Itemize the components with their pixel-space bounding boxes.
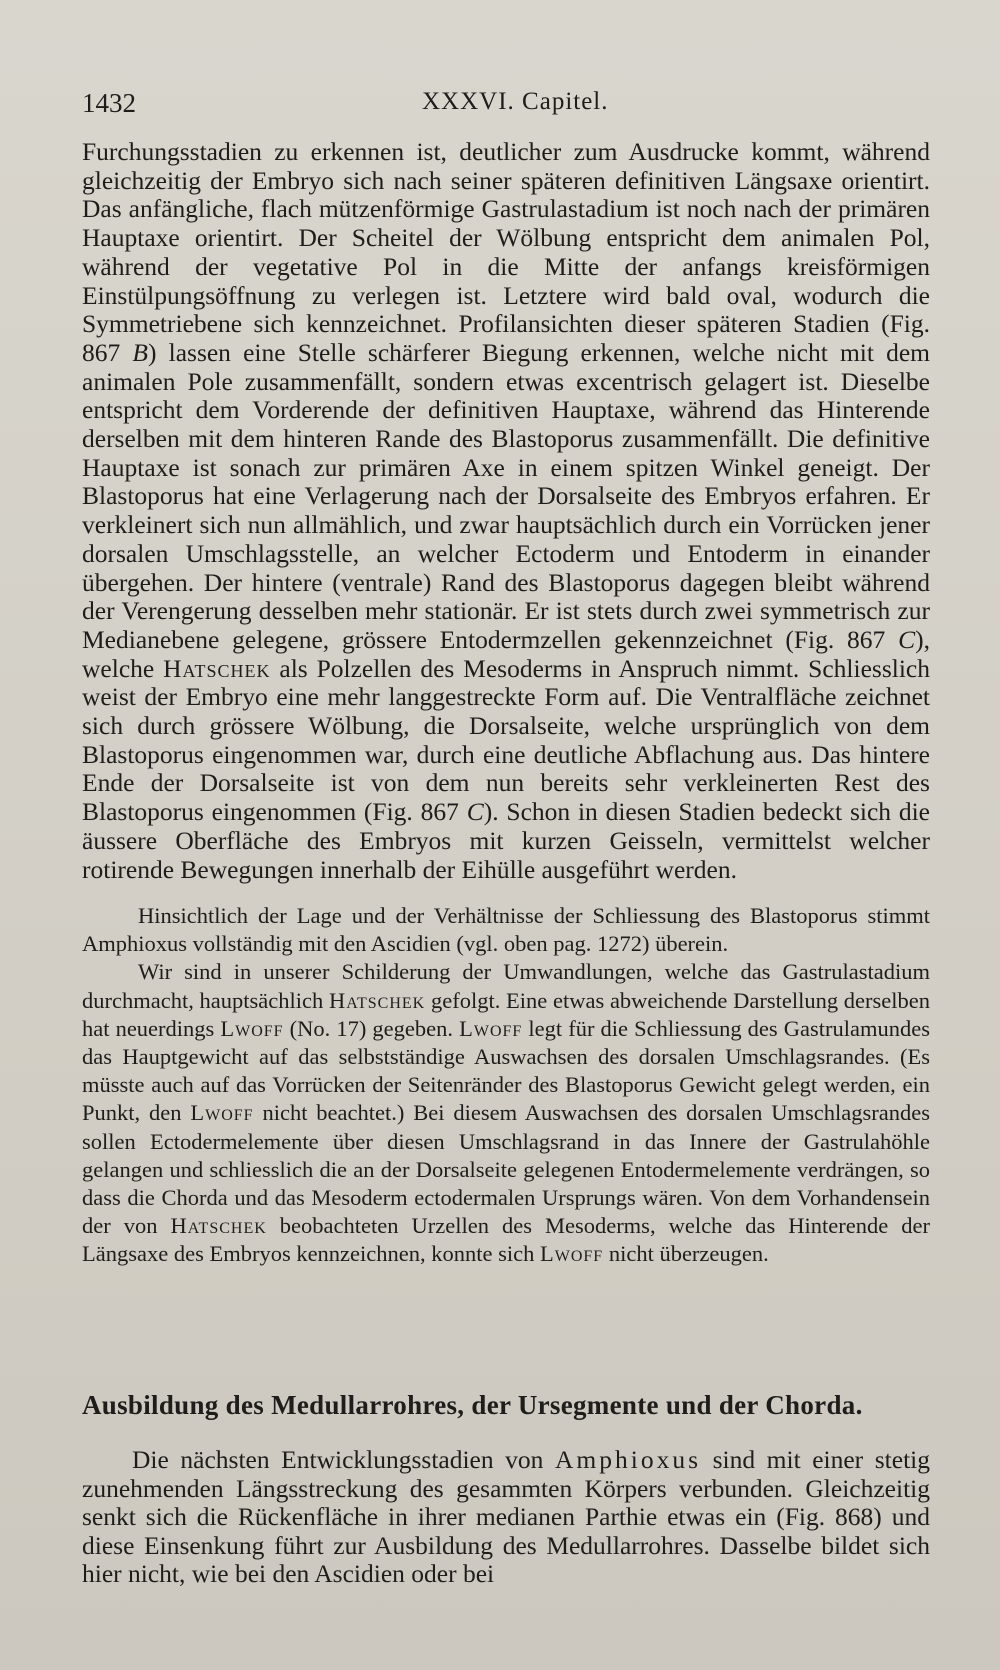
paragraph-3-text-b: gefolgt. Eine etwas abweichende Darstellung derselben hat neuerdings (82, 987, 930, 1041)
paragraph-1-text-a: Furchungsstadien zu erkennen ist, deutlicher zum Ausdrucke kommt, während gleichzeitig der Embryo sich nach seiner späteren definitiven Längsaxe orientirt. Das anfängliche, flach mützenförmige Gastrulastadium ist noch nach der primären Hauptaxe orientirt. Der Scheitel der Wölbung entspricht dem animalen Pol, während der vegetative Pol in die Mitte der anfangs kreisförmigen Einstülpungsöffnung zu verlegen ist. Letztere wird bald oval, wodurch die Symmetriebene sich kennzeichnet. Profilansichten dieser späteren Stadien (Fig. 867 (82, 137, 930, 367)
figure-ref-c: C (466, 797, 484, 827)
author-name: Lwoff (540, 1241, 604, 1267)
paragraph-2: Hinsichtlich der Lage und der Verhältnisse der Schliessung des Blastoporus stimmt Amphioxus vollständig mit den Ascidien (vgl. oben pag. 1272) überein. (82, 903, 930, 957)
author-name: Hatschek (170, 1213, 267, 1239)
paragraph-3-text-e: nicht beachtet.) Bei diesem Auswachsen des dorsalen Umschlagsrandes sollen Ectodermelemente über diesen Umschlagsrand in das Innere der Gastrulahöhle gelangen und schliesslich die an der Dorsalseite gelegenen Entodermelemente verdrängen, so dass die Chorda und das Mesoderm ectodermalen Ursprungs wären. Von dem Vorhandensein der von (82, 1100, 930, 1239)
figure-ref-c: C (898, 624, 916, 654)
section-heading: Ausbildung des Medullarrohres, der Ursegmente und der Chorda. (82, 1390, 863, 1420)
paragraph-4 (82, 1446, 930, 1589)
paragraph-3-text-a: Wir sind in unserer Schilderung der Umwandlungen, welche das Gastrulastadium durchmacht, hauptsächlich (82, 959, 930, 1013)
paragraph-3-text-d: legt für die Schliessung des Gastrulamundes das Hauptgewicht auf das selbstständige Auswachsen des dorsalen Umschlagsrandes. (Es müsste auch auf das Vorrücken der Seitenränder des Blastoporus Gewicht gelegt werden, ein Punkt, den (82, 1015, 930, 1126)
paragraph-1-text-d: als Polzellen des Mesoderms in Anspruch nimmt. Schliesslich weist der Embryo eine mehr langgestreckte Form auf. Die Ventralfläche zeichnet sich durch grössere Wölbung, die Dorsalseite, welche ursprünglich von dem Blastoporus eingenommen war, durch eine deutliche Abflachung aus. Das hintere Ende der Dorsalseite ist von dem nun bereits sehr verkleinerten Rest des Blastoporus eingenommen (Fig. 867 (82, 653, 930, 827)
author-name: Lwoff (190, 1100, 254, 1126)
author-name: Hatschek (163, 653, 271, 683)
paragraph-3-text-f: beobachteten Urzellen des Mesoderms, welche das Hinterende der Längsaxe des Embryos kennzeichnen, konnte sich (82, 1213, 930, 1267)
paragraph-4-text-b: sind mit einer stetig zunehmenden Längsstreckung des gesammten Körpers verbunden. Gleichzeitig senkt sich die Rückenfläche in ihrer medianen Parthie etwas ein (Fig. 868) und diese Einsenkung führt zur Ausbildung des Medullarrohres. Dasselbe bildet sich hier nicht, wie bei den Ascidien oder bei (82, 1445, 930, 1588)
paragraph-4-text-a: Die nächsten Entwicklungsstadien von (132, 1445, 555, 1474)
figure-ref-b: B (132, 337, 148, 367)
paragraph-3 (82, 958, 930, 1268)
small-print-block (82, 902, 930, 1269)
genus-name: Amphioxus (555, 1445, 702, 1474)
paragraph-1-text-e: ). Schon in diesen Stadien bedeckt sich die äussere Oberfläche des Embryos mit kurzen Geisseln, vermittelst welcher rotirende Bewegungen innerhalb der Eihülle ausgeführt werden. (82, 797, 930, 884)
author-name: Lwoff (459, 1015, 523, 1041)
running-title: XXXVI. Capitel. (422, 88, 609, 115)
paragraph-1 (82, 138, 930, 884)
page-header (82, 88, 930, 128)
main-paragraph (82, 138, 930, 884)
page-number: 1432 (82, 88, 136, 118)
paragraph-1-text-c: ), welche (82, 624, 930, 683)
paragraph-3-text-c: (No. 17) gegeben. (283, 1015, 460, 1041)
author-name: Lwoff (220, 1015, 284, 1041)
author-name: Hatschek (328, 987, 426, 1013)
paragraph-3-text-g: nicht überzeugen. (603, 1241, 769, 1267)
paragraph-1-text-b: ) lassen eine Stelle schärferer Biegung erkennen, welche nicht mit dem animalen Pole zusammenfällt, sondern etwas excentrisch gelagert ist. Dieselbe entspricht dem Vorderende der definitiven Hauptaxe, während das Hinterende derselben mit dem hinteren Rande des Blastoporus zusammenfällt. Die definitive Hauptaxe ist sonach zur primären Axe in einem spitzen Winkel geneigt. Der Blastoporus hat eine Verlagerung nach der Dorsalseite des Embryos erfahren. Er verkleinert sich nun allmählich, und zwar hauptsächlich durch ein Vorrücken jener dorsalen Umschlagsstelle, an welcher Ectoderm und Entoderm in einander übergehen. Der hintere (ventrale) Rand des Blastoporus dagegen bleibt während der Verengerung desselben mehr stationär. Er ist stets durch zwei symmetrisch zur Medianebene gelegene, grössere Entodermzellen gekennzeichnet (Fig. 867 (82, 337, 931, 654)
section-paragraph (82, 1446, 930, 1589)
